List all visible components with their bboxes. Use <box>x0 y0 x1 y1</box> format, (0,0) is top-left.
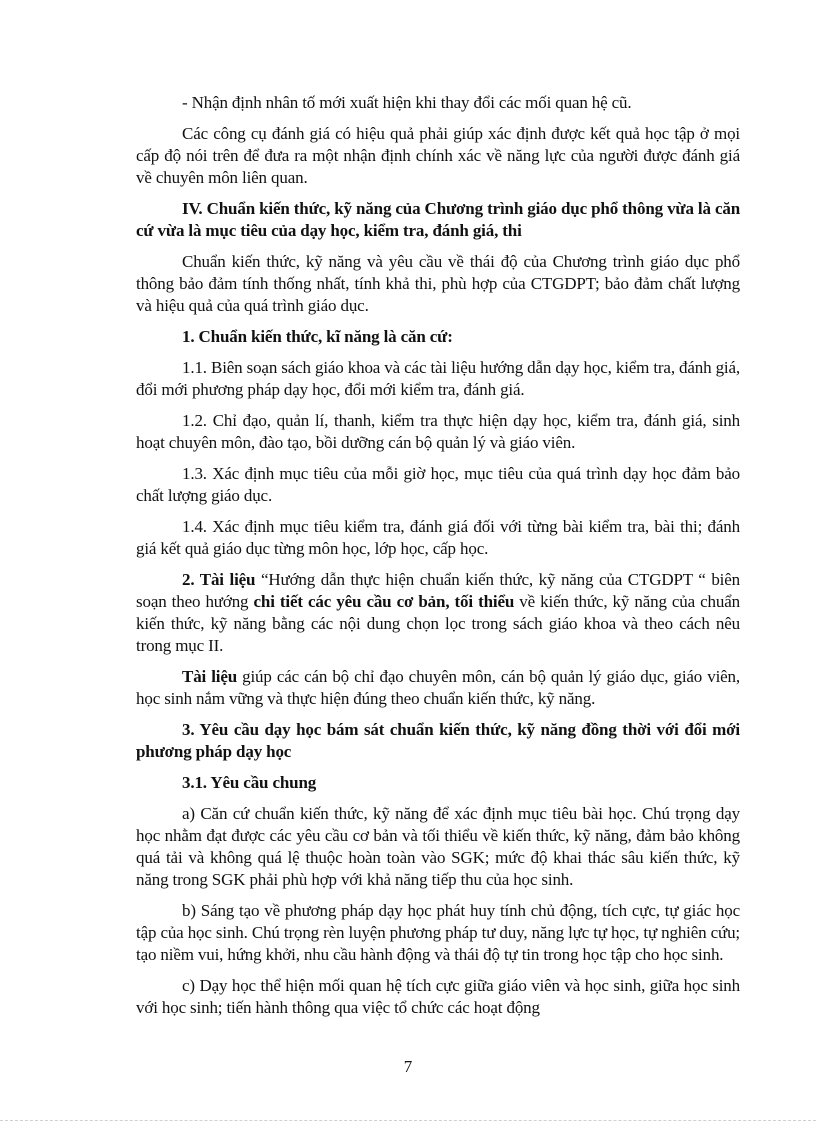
paragraph-2-bold-lead: 2. Tài liệu <box>182 570 256 589</box>
section-heading-iv: IV. Chuẩn kiến thức, kỹ năng của Chương trình giáo dục phổ thông vừa là căn cứ vừa là mục tiêu của dạy học, kiểm tra, đánh giá, thi <box>136 199 740 240</box>
page-bottom-divider <box>0 1120 816 1121</box>
paragraph-assessment-tools: Các công cụ đánh giá có hiệu quả phải giúp xác định được kết quả học tập ở mọi cấp độ nói trên để đưa ra một nhận định chính xác về năng lực của người được đánh giá về chuyên môn liên quan. <box>136 124 740 187</box>
paragraph-1-2: 1.2. Chỉ đạo, quản lí, thanh, kiểm tra thực hiện dạy học, kiểm tra, đánh giá, sinh hoạt chuyên môn, đào tạo, bồi dưỡng cán bộ quản lý và giáo viên. <box>136 411 740 452</box>
paragraph-new-factor: - Nhận định nhân tố mới xuất hiện khi thay đổi các mối quan hệ cũ. <box>182 93 632 112</box>
document-body <box>136 92 740 1028</box>
paragraph-2-usage <box>136 666 740 710</box>
heading-1-basis: 1. Chuẩn kiến thức, kĩ năng là căn cứ: <box>182 327 453 346</box>
paragraph-2-bold-emphasis: chi tiết các yêu cầu cơ bản, tối thiểu <box>253 592 515 611</box>
paragraph-standards-intro: Chuẩn kiến thức, kỹ năng và yêu cầu về thái độ của Chương trình giáo dục phổ thông bảo đảm tính thống nhất, tính khả thi, phù hợp của CTGDPT; bảo đảm chất lượng và hiệu quả của quá trình giáo dục. <box>136 252 740 315</box>
paragraph-2-document <box>136 569 740 657</box>
paragraph-b: b) Sáng tạo về phương pháp dạy học phát huy tính chủ động, tích cực, tự giác học tập của học sinh. Chú trọng rèn luyện phương pháp tư duy, năng lực tự học, tự nghiên cứu; tạo niềm vui, hứng khởi, nhu cầu hành động và thái độ tự tin trong học tập cho học sinh. <box>136 901 740 964</box>
paragraph-a: a) Căn cứ chuẩn kiến thức, kỹ năng để xác định mục tiêu bài học. Chú trọng dạy học nhằm đạt được các yêu cầu cơ bản và tối thiểu về kiến thức, kỹ năng, đảm bảo không quá tải và không quá lệ thuộc hoàn toàn vào SGK; mức độ khai thác sâu kiến thức, kỹ năng trong SGK phải phù hợp với khả năng tiếp thu của học sinh. <box>136 804 740 889</box>
heading-3-1-general: 3.1. Yêu cầu chung <box>182 773 317 792</box>
paragraph-1-3: 1.3. Xác định mục tiêu của mỗi giờ học, mục tiêu của quá trình dạy học đảm bảo chất lượng giáo dục. <box>136 464 740 505</box>
page-number: 7 <box>403 1057 413 1076</box>
paragraph-c: c) Dạy học thể hiện mối quan hệ tích cực giữa giáo viên và học sinh, giữa học sinh với học sinh; tiến hành thông qua việc tổ chức các hoạt động <box>136 976 740 1017</box>
heading-3-requirements: 3. Yêu cầu dạy học bám sát chuẩn kiến thức, kỹ năng đồng thời với đổi mới phương pháp dạy học <box>136 720 740 761</box>
paragraph-2-text-2: về kiến thức, kỹ năng của chuẩn kiến thức, kỹ năng bằng các nội dung chọn lọc trong sách giáo khoa và theo cách nêu trong mục II. <box>136 592 741 655</box>
paragraph-1-1: 1.1. Biên soạn sách giáo khoa và các tài liệu hướng dẫn dạy học, kiểm tra, đánh giá, đổi mới phương pháp dạy học, đổi mới kiểm tra, đánh giá. <box>136 358 740 399</box>
paragraph-2-usage-text: giúp các cán bộ chỉ đạo chuyên môn, cán bộ quản lý giáo dục, giáo viên, học sinh nắm vững và thực hiện đúng theo chuẩn kiến thức, kỹ năng. <box>136 667 740 708</box>
paragraph-2-usage-bold: Tài liệu <box>182 667 238 686</box>
paragraph-2-text-1: “Hướng dẫn thực hiện chuẩn kiến thức, kỹ năng của CTGDPT “ biên soạn theo hướng <box>136 570 740 611</box>
paragraph-1-4: 1.4. Xác định mục tiêu kiểm tra, đánh giá đối với từng bài kiểm tra, bài thi; đánh giá kết quả giáo dục từng môn học, lớp học, cấp học. <box>136 517 740 558</box>
